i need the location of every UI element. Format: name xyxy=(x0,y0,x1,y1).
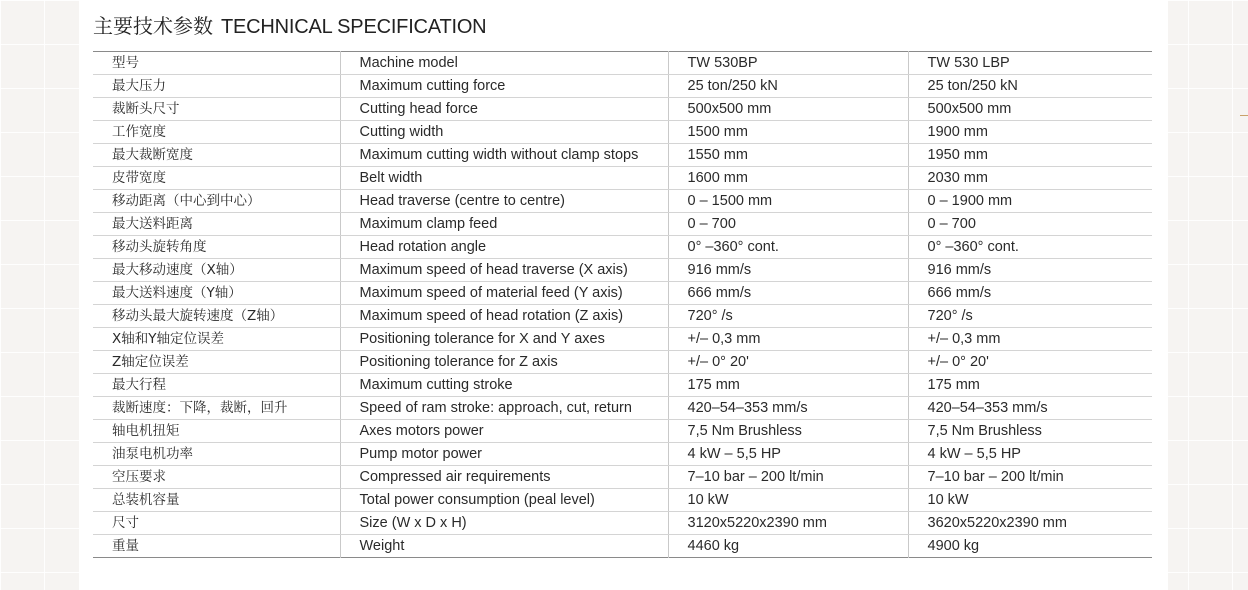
spec-cell-tw530lbp: 0 – 1900 mm xyxy=(908,190,1152,213)
spec-cell-english: Maximum cutting force xyxy=(340,75,668,98)
spec-cell-tw530bp: 4 kW – 5,5 HP xyxy=(668,443,908,466)
spec-cell-chinese: 最大送料距离 xyxy=(93,213,340,236)
spec-cell-tw530bp: 0 – 700 xyxy=(668,213,908,236)
spec-cell-tw530bp: 175 mm xyxy=(668,374,908,397)
spec-row xyxy=(93,52,1152,75)
spec-cell-english: Cutting head force xyxy=(340,98,668,121)
spec-cell-tw530lbp: 4900 kg xyxy=(927,538,980,554)
spec-table-body xyxy=(93,52,1152,558)
spec-cell-english: Pump motor power xyxy=(340,443,668,466)
spec-cell-chinese: 裁断头尺寸 xyxy=(93,98,340,121)
spec-cell-chinese: 总装机容量 xyxy=(93,489,340,512)
spec-cell-english: Axes motors power xyxy=(340,420,668,443)
spec-row xyxy=(93,305,1152,328)
spec-cell-english: Maximum cutting width without clamp stops xyxy=(340,144,668,167)
spec-cell-tw530bp: 0 – 1500 mm xyxy=(668,190,908,213)
spec-table xyxy=(93,51,1152,558)
spec-cell-english: Head traverse (centre to centre) xyxy=(340,190,668,213)
spec-cell-tw530bp: 720° /s xyxy=(668,305,908,328)
title-chinese: 主要技术参数 xyxy=(93,14,213,38)
spec-cell-chinese: 型号 xyxy=(93,52,340,75)
spec-cell-chinese: 尺寸 xyxy=(93,512,340,535)
spec-cell-chinese: 最大移动速度（X轴） xyxy=(93,259,340,282)
spec-cell-tw530lbp: 2030 mm xyxy=(908,167,1152,190)
spec-cell-chinese: 移动头最大旋转速度（Z轴） xyxy=(93,305,340,328)
spec-row xyxy=(93,98,1152,121)
spec-cell-tw530bp: 4460 kg xyxy=(668,535,908,558)
spec-cell-chinese: 皮带宽度 xyxy=(93,167,340,190)
page-title xyxy=(93,8,486,41)
spec-cell-english: Machine model xyxy=(340,52,668,75)
spec-row xyxy=(93,167,1152,190)
edge-tick-mark xyxy=(1240,115,1248,116)
spec-cell-english: Positioning tolerance for X and Y axes xyxy=(340,328,668,351)
spec-cell-tw530bp: 420–54–353 mm/s xyxy=(668,397,908,420)
spec-cell-chinese: 移动距离（中心到中心） xyxy=(93,190,340,213)
spec-cell-chinese: X轴和Y轴定位误差 xyxy=(93,328,340,351)
spec-cell-english: Size (W x D x H) xyxy=(340,512,668,535)
spec-cell-tw530lbp: 4 kW – 5,5 HP xyxy=(908,443,1152,466)
spec-cell-chinese: 轴电机扭矩 xyxy=(93,420,340,443)
spec-row xyxy=(93,466,1152,489)
spec-cell-tw530lbp: 666 mm/s xyxy=(908,282,1152,305)
spec-row xyxy=(93,121,1152,144)
spec-cell-english: Belt width xyxy=(340,167,668,190)
spec-cell-tw530lbp: 7,5 Nm Brushless xyxy=(908,420,1152,443)
spec-cell-english: Head rotation angle xyxy=(340,236,668,259)
spec-row xyxy=(93,512,1152,535)
spec-cell-tw530bp: 1600 mm xyxy=(668,167,908,190)
spec-cell-tw530bp: 1500 mm xyxy=(668,121,908,144)
spec-cell-chinese: 油泵电机功率 xyxy=(93,443,340,466)
spec-row xyxy=(93,443,1152,466)
spec-cell-chinese: 最大裁断宽度 xyxy=(93,144,340,167)
spec-cell-tw530bp: 916 mm/s xyxy=(668,259,908,282)
spec-cell-english: Maximum cutting stroke xyxy=(340,374,668,397)
spec-cell-english: Total power consumption (peal level) xyxy=(340,489,668,512)
spec-cell-english: Compressed air requirements xyxy=(340,466,668,489)
spec-row xyxy=(93,489,1152,512)
spec-cell-tw530bp: 7,5 Nm Brushless xyxy=(668,420,908,443)
spec-row xyxy=(93,374,1152,397)
spec-cell-tw530lbp: +/– 0,3 mm xyxy=(908,328,1152,351)
spec-cell-tw530bp: 500x500 mm xyxy=(668,98,908,121)
spec-row xyxy=(93,535,1152,558)
spec-cell-chinese: 最大送料速度（Y轴） xyxy=(93,282,340,305)
spec-cell-chinese: 工作宽度 xyxy=(93,121,340,144)
spec-row xyxy=(93,75,1152,98)
spec-cell-chinese: 最大行程 xyxy=(93,374,340,397)
spec-cell-tw530lbp: 500x500 mm xyxy=(908,98,1152,121)
spec-cell-tw530bp: 3120x5220x2390 mm xyxy=(668,512,908,535)
spec-row xyxy=(93,351,1152,374)
spec-cell-tw530lbp: 25 ton/250 kN xyxy=(908,75,1152,98)
title-english: TECHNICAL SPECIFICATION xyxy=(221,16,487,38)
spec-cell-chinese: 最大压力 xyxy=(93,75,340,98)
spec-row xyxy=(93,397,1152,420)
spec-cell-tw530lbp: 10 kW xyxy=(908,489,1152,512)
spec-cell-chinese: 裁断速度：下降，裁断，回升 xyxy=(93,397,340,420)
spec-cell-tw530lbp: 0 – 700 xyxy=(908,213,1152,236)
spec-cell-tw530bp: 1550 mm xyxy=(668,144,908,167)
spec-row xyxy=(93,328,1152,351)
spec-cell-english: Cutting width xyxy=(340,121,668,144)
spec-cell-english: Weight xyxy=(340,535,668,558)
spec-cell-english: Maximum speed of head traverse (X axis) xyxy=(340,259,668,282)
spec-cell-tw530lbp: 0° –360° cont. xyxy=(908,236,1152,259)
spec-row xyxy=(93,259,1152,282)
spec-cell-tw530bp: 0° –360° cont. xyxy=(668,236,908,259)
spec-cell-tw530lbp: 3620x5220x2390 mm xyxy=(908,512,1152,535)
spec-row xyxy=(93,236,1152,259)
spec-cell-chinese: 重量 xyxy=(93,535,340,558)
spec-cell-tw530bp: +/– 0,3 mm xyxy=(668,328,908,351)
spec-cell-tw530lbp: 7–10 bar – 200 lt/min xyxy=(908,466,1152,489)
spec-cell-tw530bp: 25 ton/250 kN xyxy=(668,75,908,98)
spec-row xyxy=(93,144,1152,167)
spec-cell-tw530lbp: 720° /s xyxy=(908,305,1152,328)
spec-cell-english: Speed of ram stroke: approach, cut, return xyxy=(340,397,668,420)
spec-cell-english: Maximum clamp feed xyxy=(340,213,668,236)
spec-row xyxy=(93,282,1152,305)
spec-cell-tw530lbp: TW 530 LBP xyxy=(908,52,1152,75)
spec-row xyxy=(93,190,1152,213)
spec-cell-tw530lbp: 420–54–353 mm/s xyxy=(908,397,1152,420)
spec-cell-english: Positioning tolerance for Z axis xyxy=(340,351,668,374)
spec-cell-tw530bp: 10 kW xyxy=(668,489,908,512)
spec-cell-tw530lbp: +/– 0° 20' xyxy=(908,351,1152,374)
spec-cell-chinese: 移动头旋转角度 xyxy=(93,236,340,259)
spec-cell-tw530bp: TW 530BP xyxy=(668,52,908,75)
spec-cell-tw530lbp: 916 mm/s xyxy=(908,259,1152,282)
spec-cell-tw530bp: 7–10 bar – 200 lt/min xyxy=(668,466,908,489)
spec-cell-english: Maximum speed of material feed (Y axis) xyxy=(340,282,668,305)
spec-cell-tw530lbp: 1950 mm xyxy=(908,144,1152,167)
spec-cell-chinese: 空压要求 xyxy=(93,466,340,489)
spec-cell-english: Maximum speed of head rotation (Z axis) xyxy=(340,305,668,328)
spec-row xyxy=(93,213,1152,236)
spec-cell-tw530bp: +/– 0° 20' xyxy=(668,351,908,374)
spec-cell-chinese: Z轴定位误差 xyxy=(93,351,340,374)
spec-cell-tw530lbp: 1900 mm xyxy=(908,121,1152,144)
spec-cell-tw530lbp: 175 mm xyxy=(908,374,1152,397)
spec-cell-tw530bp: 666 mm/s xyxy=(668,282,908,305)
spec-row xyxy=(93,420,1152,443)
